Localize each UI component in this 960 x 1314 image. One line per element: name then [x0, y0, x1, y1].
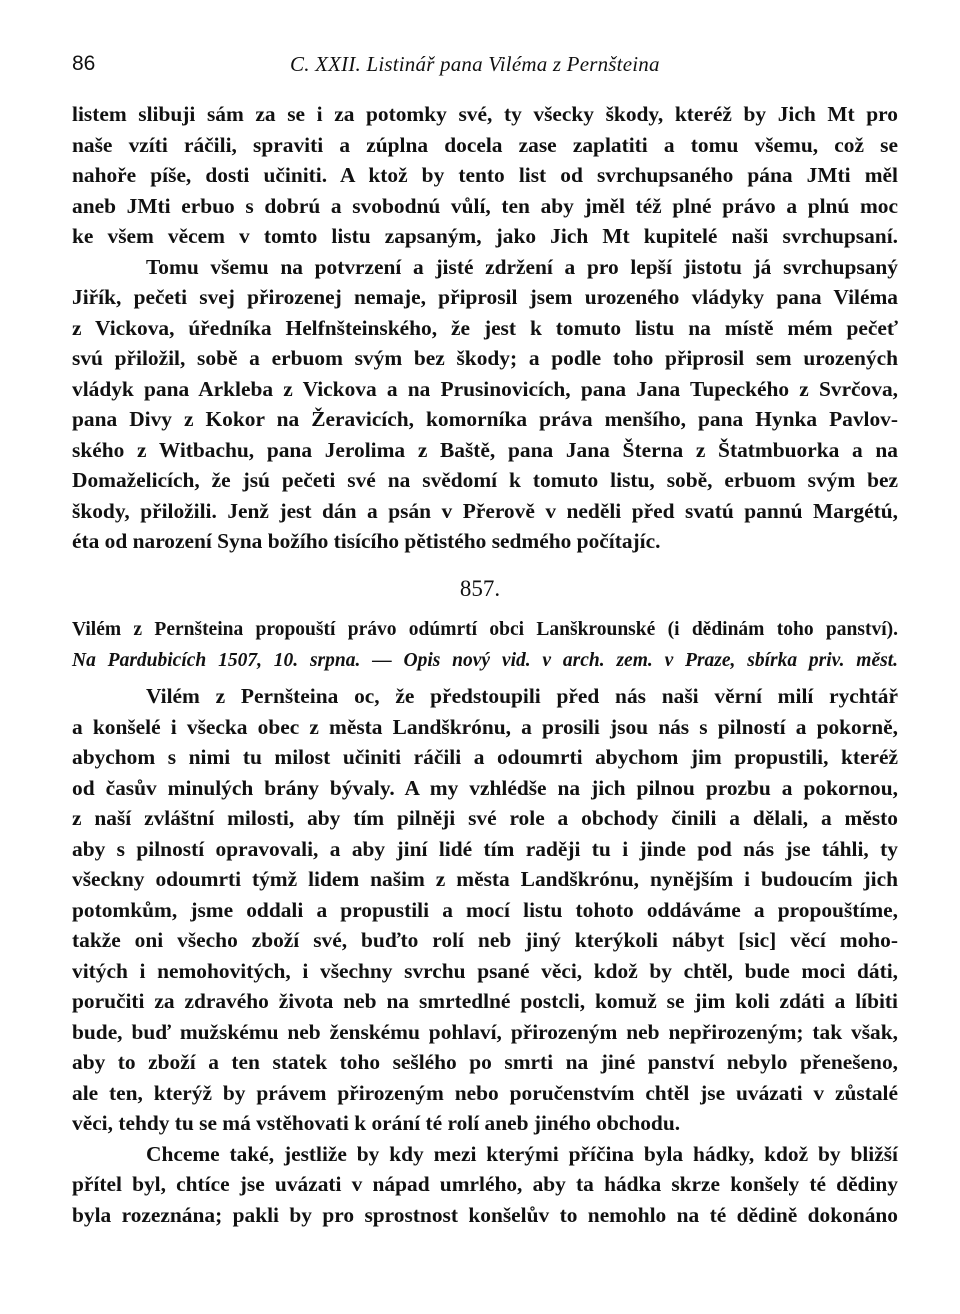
- document-857-text: [72, 681, 898, 1230]
- text-line: byla rozeznána; pakli by pro sprostnost konšelův to nemohlo na té dědině dokonáno: [72, 1202, 898, 1227]
- page-number: 86: [72, 52, 96, 75]
- text-line: takže oni všecho zboží své, buďto rolí neb jiný kterýkoli nábyt [sic] věcí moho-: [72, 928, 898, 952]
- text-line: ke všem věcem v tomto listu zapsaným, jako Jich Mt kupitelé naši svrchupsaní.: [72, 224, 898, 248]
- text-line: a konšelé i všecka obec z města Landškrónu, a prosili jsou nás s pilností a pokorně,: [72, 714, 898, 739]
- text-line: nahoře píše, dosti učiniti. A ktož by tento list od svrchupsaného pána JMti měl: [72, 163, 898, 187]
- text-line: aneb JMti erbuo s dobrú a svobodnú vůlí, ten aby jměl též plné právo a plnú moc: [72, 193, 898, 218]
- text-line: naše vzíti ráčili, spraviti a zúplna docela zase zaplatiti a tomu všemu, což se: [72, 132, 898, 157]
- text-line: ale ten, kterýž by právem přirozeným nebo poručenstvím chtěl jse uvázati v zůstalé: [72, 1080, 898, 1105]
- text-line: z Vickova, úředníka Helfnšteinského, že jest k tomuto listu na místě mém pečeť: [72, 315, 898, 340]
- text-line: škody, přiložili. Jenž jest dán a psán v Přerově v neděli před svatú pannú Margétú,: [72, 498, 898, 523]
- text-line: abychom s nimi tu milost učiniti ráčili a odoumrti abychom jim propustili, kteréž: [72, 745, 898, 769]
- text-line: Tomu všemu na potvrzení a jisté zdržení a pro lepší jistotu já svrchupsaný: [146, 254, 898, 279]
- text-line: poručiti za zdravého života neb na smrtedlné postcli, komuž se jim koli zdáti a líbiti: [72, 989, 898, 1013]
- text-line: potomkům, jsme oddali a propustili a mocí listu tohoto oddáváme a propouštíme,: [72, 897, 898, 922]
- text-line: aby to zboží a ten statek toho sešlého po smrti na jiné panství nebylo přenešeno,: [72, 1050, 898, 1074]
- text-line: ského z Witbachu, pana Jerolima z Baště, pana Jana Šterna z Štatmbuorka a na: [72, 437, 898, 462]
- text-line: bude, buď mužskému neb ženskému pohlaví, přirozeným neb nepřirozeným; tak však,: [72, 1019, 898, 1044]
- text-line: svú přiložil, sobě a erbuom svým bez škody; a podle toho připrosil sem urozených: [72, 346, 898, 370]
- text-line: aby s pilností opravovali, a aby jiní lidé tím raději tu i jinde pod nás jse táhli, ty: [72, 836, 898, 861]
- text-line: listem slibuji sám za se i za potomky své, ty všecky škody, kteréž by Jich Mt pro: [72, 102, 898, 126]
- text-line: Domaželicích, že jsú pečeti své na svědomí k tomuto listu, sobě, erbuom svým bez: [72, 468, 898, 492]
- document-number: 857.: [459, 576, 501, 601]
- text-line: všeckny odoumrti týmž lidem našim z města Landškrónu, nynějším i budoucím jich: [72, 867, 898, 891]
- text-line: pana Divy z Kokor na Žeravicích, komorníka práva menšího, pana Hynka Pavlov-: [72, 407, 898, 431]
- text-line: přítel byl, chtíce jse uvázati v nápad umrlého, aby ta hádka skrze konšely té dědiny: [72, 1172, 898, 1196]
- text-line: z naší zvláštní milosti, aby tím pilněji své role a obchody činili a dělali, a město: [72, 806, 898, 830]
- text-line: vládyk pana Arkleba z Vickova a na Prusinovicích, pana Jana Tupeckého z Svrčova,: [72, 376, 898, 401]
- text-line: od časův minulých brány bývaly. A my vzhlédše na jich pilnou prozbu a pokornou,: [72, 775, 898, 800]
- text-line: vitých i nemohovitých, i všechny svrchu psané věci, kdož by chtěl, bude moci dáti,: [72, 958, 898, 983]
- document-856-text: [72, 99, 898, 557]
- document-regest: Vilém z Pernšteina propouští právo odúmrtí obci Lanškrounské (i dědinám toho panství).: [72, 619, 898, 640]
- text-line: Jiřík, pečeti svej přirozenej nemaje, připrosil jsem urozeného vládyky pana Viléma: [72, 285, 898, 309]
- text-line: věci, tehdy tu se má vstěhovati k orání té rolí aneb jiného obchodu.: [72, 1111, 681, 1135]
- text-line: éta od narození Syna božího tisícího pětistého sedmého počítajíc.: [72, 529, 661, 553]
- text-line: Chceme také, jestliže by kdy mezi kterými příčina byla hádky, kdož by bližší: [146, 1141, 898, 1166]
- running-head: [72, 44, 898, 80]
- text-line: Vilém z Pernšteina oc, že předstoupili před nás naši věrní milí rychtář: [146, 684, 898, 708]
- running-title: C. XXII. Listinář pana Viléma z Pernšteina: [290, 52, 660, 76]
- document-source-note: Na Pardubicích 1507, 10. srpna. — Opis nový vid. v arch. zem. v Praze, sbírka priv. měst.: [72, 650, 898, 671]
